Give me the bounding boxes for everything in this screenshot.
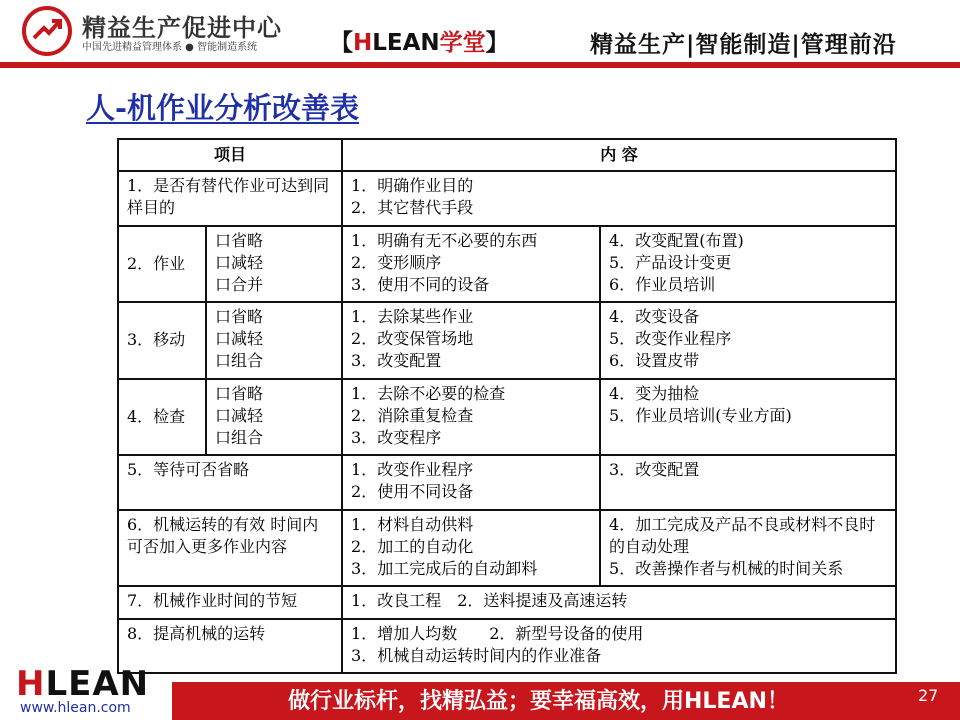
table-row <box>118 455 896 509</box>
content-line: 5．产品设计变更 <box>609 252 732 272</box>
content-line: 2．变形顺序 <box>351 252 442 272</box>
option-checkbox-label: 口组合 <box>215 351 264 371</box>
content-line: 4．加工完成及产品不良或材料不良时的自动处理 <box>609 514 876 556</box>
footer-logo-h: H <box>16 664 46 704</box>
header-item: 项目 <box>118 139 342 171</box>
row-content-left <box>342 226 600 303</box>
row-item <box>118 455 342 509</box>
header-content: 内 容 <box>342 139 896 171</box>
content-line: 5．改善操作者与机械的时间关系 <box>609 558 844 578</box>
row-content <box>342 619 896 673</box>
row-content-right <box>600 510 896 587</box>
academy-xuetang: 学堂 <box>439 30 486 56</box>
table-row <box>118 302 896 379</box>
content-line: 2．使用不同设备 <box>351 482 474 502</box>
footer-logo-lean: LEAN <box>45 664 150 704</box>
row-content-left <box>342 302 600 379</box>
row-content-right <box>600 379 896 456</box>
academy-label <box>330 24 509 57</box>
content-line: 4．改变配置(布置) <box>609 230 744 250</box>
row-item-text: 7．机械作业时间的节短 <box>127 591 298 611</box>
row-content <box>342 586 896 618</box>
academy-h: H <box>353 30 373 56</box>
row-item <box>118 619 342 673</box>
row-sub-options <box>206 226 342 303</box>
academy-bracket-open: 【 <box>330 30 353 56</box>
row-item-text: 4．检查 <box>127 407 186 427</box>
analysis-table <box>117 138 895 674</box>
content-line: 2．改变保管场地 <box>351 329 474 349</box>
row-content-left <box>342 455 600 509</box>
content-line: 5．作业员培训(专业方面) <box>609 405 792 425</box>
content-line: 2．其它替代手段 <box>351 198 474 218</box>
content-line: 6．设置皮带 <box>609 351 700 371</box>
option-checkbox-label: 口省略 <box>215 230 264 250</box>
row-sub-options <box>206 379 342 456</box>
row-content-right <box>600 455 896 509</box>
logo-arrow-icon <box>30 14 64 48</box>
content-line: 3．改变程序 <box>351 427 442 447</box>
row-item-text: 1．是否有替代作业可达到同样目的 <box>127 176 330 218</box>
row-item <box>118 510 342 587</box>
option-checkbox-label: 口合并 <box>215 274 264 294</box>
content-line: 3．改变配置 <box>609 460 700 480</box>
option-checkbox-label: 口减轻 <box>215 405 264 425</box>
academy-lean: LEAN <box>372 30 440 56</box>
option-checkbox-label: 口减轻 <box>215 252 264 272</box>
content-line: 1．去除不必要的检查 <box>351 383 506 403</box>
row-item-text: 2．作业 <box>127 253 186 273</box>
header-divider <box>0 62 960 68</box>
row-item-text: 3．移动 <box>127 330 186 350</box>
footer-slogan: 做行业标杆，找精弘益；要幸福高效，用HLEAN！ <box>288 689 789 714</box>
academy-bracket-close: 】 <box>485 30 509 56</box>
option-checkbox-label: 口省略 <box>215 383 264 403</box>
row-item-text: 6．机械运转的有效 时间内可否加入更多作业内容 <box>127 514 319 556</box>
table-row <box>118 619 896 673</box>
option-checkbox-label: 口省略 <box>215 307 264 327</box>
row-item-text: 8．提高机械的运转 <box>127 623 266 643</box>
row-item <box>118 586 342 618</box>
content-line: 3．使用不同的设备 <box>351 274 490 294</box>
content-line: 3．机械自动运转时间内的作业准备 <box>351 645 602 665</box>
table-header-row <box>118 139 896 171</box>
header-slogan: 精益生产|智能制造|管理前沿 <box>590 32 897 58</box>
content-line: 3．改变配置 <box>351 351 442 371</box>
row-content-right <box>600 302 896 379</box>
row-content <box>342 171 896 225</box>
row-content-left <box>342 379 600 456</box>
table-row <box>118 171 896 225</box>
row-item <box>118 379 206 456</box>
row-item-text: 5．等待可否省略 <box>127 460 250 480</box>
row-item <box>118 226 206 303</box>
footer-url[interactable]: www.hlean.com <box>20 700 131 716</box>
table-row <box>118 226 896 303</box>
content-line: 4．改变设备 <box>609 307 700 327</box>
row-content-right <box>600 226 896 303</box>
content-line: 4．变为抽检 <box>609 383 700 403</box>
header <box>0 0 960 64</box>
content-line: 2．消除重复检查 <box>351 405 474 425</box>
row-sub-options <box>206 302 342 379</box>
row-content-left <box>342 510 600 587</box>
content-line: 5．改变作业程序 <box>609 329 732 349</box>
option-checkbox-label: 口减轻 <box>215 329 264 349</box>
content-line: 1．材料自动供料 <box>351 514 474 534</box>
table-row <box>118 510 896 587</box>
content-line: 1．去除某些作业 <box>351 307 474 327</box>
content-line: 1．明确作业目的 <box>351 176 474 196</box>
brand-subtitle: 中国先进精益管理体系 ● 智能制造系统 <box>82 42 258 53</box>
content-line: 6．作业员培训 <box>609 274 716 294</box>
brand-name: 精益生产促进中心 <box>82 14 282 42</box>
content-line: 3．加工完成后的自动卸料 <box>351 558 538 578</box>
option-checkbox-label: 口组合 <box>215 427 264 447</box>
content-line: 1．明确有无不必要的东西 <box>351 230 538 250</box>
content-line: 1．改良工程 2．送料提速及高速运转 <box>351 591 628 611</box>
footer-logo <box>16 664 149 704</box>
table-row <box>118 379 896 456</box>
table-row <box>118 586 896 618</box>
row-item <box>118 302 206 379</box>
content-line: 1．改变作业程序 <box>351 460 474 480</box>
content-line: 2．加工的自动化 <box>351 536 474 556</box>
page-number: 27 <box>918 686 939 705</box>
brand-logo <box>22 6 72 56</box>
page-title: 人-机作业分析改善表 <box>86 91 360 125</box>
row-item <box>118 171 342 225</box>
content-line: 1．增加人均数 2．新型号设备的使用 <box>351 623 644 643</box>
